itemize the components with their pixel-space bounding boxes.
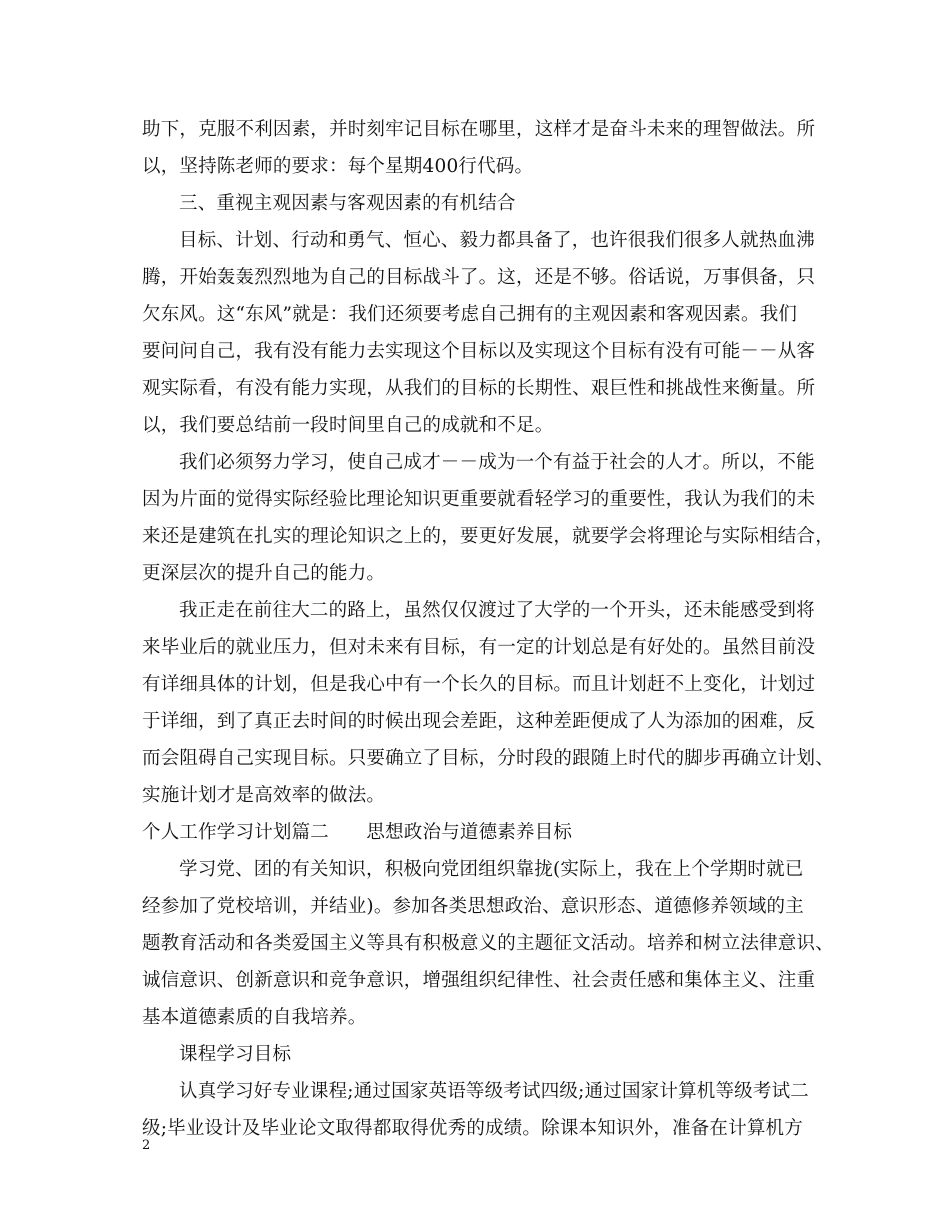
text-line: 观实际看，有没有能力实现，从我们的目标的长期性、艰巨性和挑战性来衡量。所 (142, 378, 816, 399)
text-line: 助下，克服不利因素，并时刻牢记目标在哪里，这样才是奋斗未来的理智做法。所 (142, 119, 816, 140)
text-line: 实施计划才是高效率的做法。 (142, 785, 386, 806)
text-line: 目标、计划、行动和勇气、恒心、毅力都具备了，也许很我们很多人就热血沸 (179, 230, 815, 251)
text-line: 更深层次的提升自己的能力。 (142, 563, 386, 584)
text-line: 学习党、团的有关知识，积极向党团组织靠拢(实际上，我在上个学期时就已 (179, 859, 804, 880)
text-line: 经参加了党校培训，并结业)。参加各类思想政治、意识形态、道德修养领域的主 (142, 896, 804, 917)
text-line: 而会阻碍自己实现目标。只要确立了目标，分时段的跟随上时代的脚步再确立计划、 (142, 748, 834, 769)
text-line: 有详细具体的计划，但是我心中有一个长久的目标。而且计划赶不上变化，计划过 (142, 674, 816, 695)
text-line: 来还是建筑在扎实的理论知识之上的，要更好发展，就要学会将理论与实际相结合， (142, 526, 834, 547)
text-line: 题教育活动和各类爱国主义等具有积极意义的主题征文活动。培养和树立法律意识、 (142, 933, 834, 954)
text-line: 认真学习好专业课程;通过国家英语等级考试四级;通过国家计算机等级考试二 (179, 1081, 809, 1102)
text-line: 于详细，到了真正去时间的时候出现会差距，这种差距便成了人为添加的困难，反 (142, 711, 816, 732)
text-line: 来毕业后的就业压力，但对未来有目标，有一定的计划总是有好处的。虽然目前没 (142, 637, 816, 658)
section-heading: 课程学习目标 (179, 1044, 292, 1065)
text-line: 因为片面的觉得实际经验比理论知识更重要就看轻学习的重要性，我认为我们的未 (142, 489, 816, 510)
section-heading: 三、重视主观因素与客观因素的有机结合 (179, 193, 516, 214)
text-line: 腾，开始轰轰烈烈地为自己的目标战斗了。这，还是不够。俗话说，万事俱备，只 (142, 267, 816, 288)
text-line: 以，我们要总结前一段时间里自己的成就和不足。 (142, 415, 554, 436)
text-line: 以，坚持陈老师的要求：每个星期400行代码。 (142, 156, 534, 177)
text-line: 诚信意识、创新意识和竞争意识，增强组织纪律性、社会责任感和集体主义、注重 (142, 970, 816, 991)
section-title: 个人工作学习计划篇二 思想政治与道德素养目标 (142, 822, 573, 843)
text-line: 要问问自己，我有没有能力去实现这个目标以及实现这个目标有没有可能－－从客 (142, 341, 816, 362)
text-line: 欠东风。这“东风”就是：我们还须要考虑自己拥有的主观因素和客观因素。我们 (142, 304, 798, 325)
page-number: 2 (142, 1138, 151, 1153)
text-line: 基本道德素质的自我培养。 (142, 1007, 367, 1028)
text-line: 我们必须努力学习，使自己成才－－成为一个有益于社会的人才。所以，不能 (179, 452, 815, 473)
text-line: 我正走在前往大二的路上，虽然仅仅渡过了大学的一个开头，还未能感受到将 (179, 600, 815, 621)
text-line: 级;毕业设计及毕业论文取得都取得优秀的成绩。除课本知识外，准备在计算机方 (142, 1118, 803, 1139)
